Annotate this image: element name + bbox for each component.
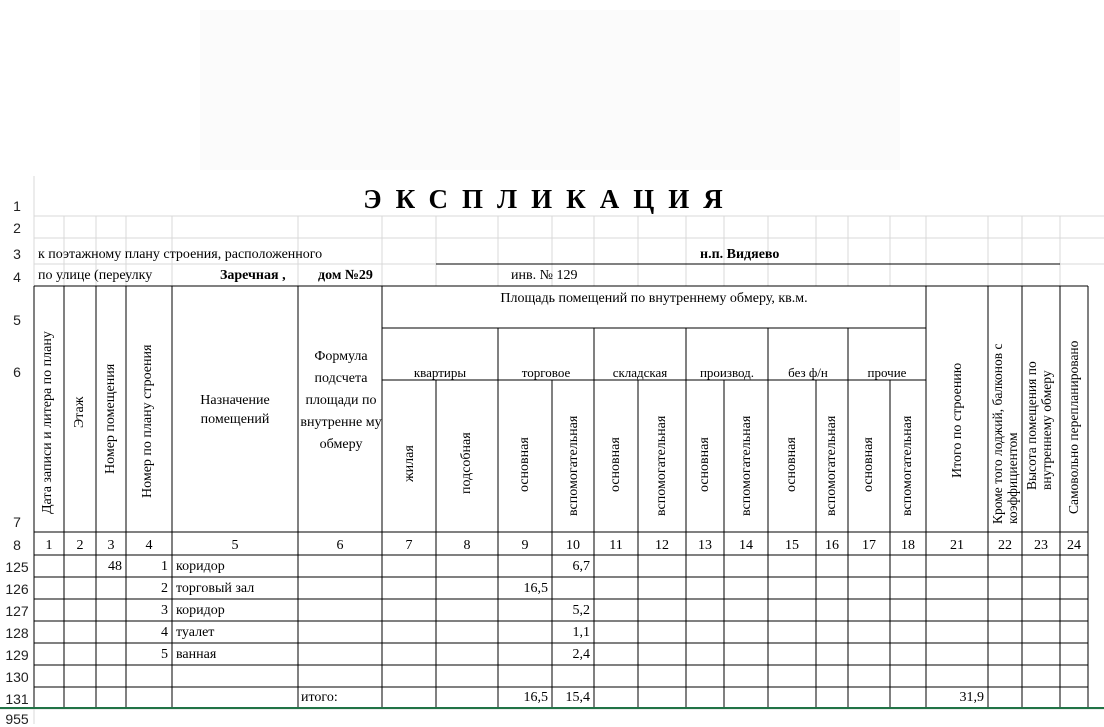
- col-number: 9: [521, 538, 529, 553]
- row-number[interactable]: 2: [13, 220, 21, 236]
- col-number: 14: [739, 538, 753, 553]
- house-number: дом №29: [318, 268, 373, 283]
- sub-header: основная: [861, 437, 876, 492]
- street: Заречная ,: [220, 268, 286, 283]
- col-number: 2: [76, 538, 84, 553]
- header-line1: к поэтажному плану строения, расположенного: [38, 247, 323, 262]
- row-number[interactable]: 130: [5, 669, 29, 685]
- sub-header: вспомогательная: [566, 415, 581, 516]
- col-number: 7: [405, 538, 413, 553]
- col-number: 6: [336, 538, 344, 553]
- row-number[interactable]: 1: [13, 198, 21, 214]
- sub-header: вспомогательная: [824, 415, 839, 516]
- group-no-function: без ф/н: [788, 365, 828, 380]
- col-number: 4: [145, 538, 153, 553]
- trade-aux-area[interactable]: 1,1: [572, 625, 590, 640]
- room-purpose[interactable]: туалет: [176, 625, 215, 640]
- document-title: ЭКСПЛИКАЦИЯ: [363, 184, 737, 214]
- row-number[interactable]: 127: [5, 603, 29, 619]
- row-number[interactable]: 7: [13, 514, 21, 530]
- col-header-illegal: Самовольно перепланировано: [1066, 340, 1081, 514]
- group-trade: торговое: [521, 365, 571, 380]
- col-number: 17: [862, 538, 876, 553]
- row-number[interactable]: 129: [5, 647, 29, 663]
- col-number: 23: [1034, 538, 1048, 553]
- col-number: 18: [901, 538, 915, 553]
- group-apartments: квартиры: [413, 365, 467, 380]
- col-header-total: Итого по строению: [950, 362, 965, 478]
- sub-header: вспомогательная: [739, 415, 754, 516]
- row-number[interactable]: 8: [13, 537, 21, 553]
- col-header-formula: Формула подсчета площади по внутренне му обмеру: [300, 349, 382, 452]
- col-number: 11: [609, 538, 623, 553]
- row-number[interactable]: 3: [13, 246, 21, 262]
- group-other: прочие: [867, 365, 907, 380]
- plan-number[interactable]: 1: [161, 559, 168, 574]
- sub-header: основная: [784, 437, 799, 492]
- total-label[interactable]: итого:: [301, 690, 338, 705]
- plan-number[interactable]: 2: [161, 581, 168, 596]
- row-number[interactable]: 131: [5, 691, 29, 707]
- col-number: 24: [1067, 538, 1081, 553]
- sub-header: жилая: [402, 445, 417, 482]
- plan-number[interactable]: 5: [161, 647, 168, 662]
- group-storage: складская: [612, 365, 668, 380]
- col-number: 5: [231, 538, 239, 553]
- col-header-height-clip: [1024, 290, 1060, 530]
- total-trade-main[interactable]: 16,5: [523, 690, 548, 705]
- row-number[interactable]: 4: [13, 269, 21, 285]
- col-number: 10: [566, 538, 580, 553]
- col-number: 22: [998, 538, 1012, 553]
- row-number[interactable]: 955: [5, 711, 29, 727]
- col-header-height: Высота помещения по внутреннему обмеру: [1024, 361, 1054, 490]
- row-number[interactable]: 125: [5, 559, 29, 575]
- sub-header: подсобная: [459, 432, 474, 494]
- room-purpose[interactable]: торговый зал: [176, 581, 255, 596]
- col-number: 15: [785, 538, 799, 553]
- col-header-area: Площадь помещений по внутреннему обмеру, кв.м.: [500, 291, 808, 306]
- group-production: производ.: [699, 365, 755, 380]
- col-number: 21: [950, 538, 964, 553]
- col-header-purpose: Назначение помещений: [200, 393, 270, 427]
- inventory-number: инв. № 129: [511, 268, 578, 283]
- sub-header: основная: [517, 437, 532, 492]
- col-number: 13: [698, 538, 712, 553]
- row-number[interactable]: 5: [13, 312, 21, 328]
- col-number: 12: [655, 538, 669, 553]
- row-number[interactable]: 6: [13, 364, 21, 380]
- col-header-balcony: Кроме того лоджий, балконов с коэффициентом: [990, 343, 1020, 524]
- row-number[interactable]: 128: [5, 625, 29, 641]
- room-purpose[interactable]: коридор: [176, 603, 225, 618]
- plan-number[interactable]: 4: [161, 625, 168, 640]
- header-line2: по улице (переулку: [38, 269, 153, 283]
- col-header-floor: Этаж: [72, 396, 87, 428]
- sub-header: основная: [608, 437, 623, 492]
- col-header-date: Дата записи и литера по плану: [40, 331, 55, 514]
- room-purpose[interactable]: ванная: [176, 647, 217, 662]
- sub-header: основная: [697, 437, 712, 492]
- trade-aux-area[interactable]: 5,2: [572, 603, 590, 618]
- sub-header: вспомогательная: [654, 415, 669, 516]
- col-header-balcony-clip: [990, 290, 1022, 530]
- col-number: 3: [107, 538, 115, 553]
- col-header-plan-no: Номер по плану строения: [140, 344, 155, 498]
- col-number: 8: [463, 538, 471, 553]
- total-trade-aux[interactable]: 15,4: [565, 690, 590, 705]
- total-building[interactable]: 31,9: [959, 690, 984, 705]
- col-number: 1: [45, 538, 53, 553]
- trade-aux-area[interactable]: 2,4: [572, 647, 590, 662]
- trade-aux-area[interactable]: 6,7: [572, 559, 590, 574]
- room-purpose[interactable]: коридор: [176, 559, 225, 574]
- row-number[interactable]: 126: [5, 581, 29, 597]
- sub-header: вспомогательная: [900, 415, 915, 516]
- plan-number[interactable]: 3: [161, 603, 168, 618]
- col-header-room-no: Номер помещения: [103, 363, 118, 474]
- room-number[interactable]: 48: [108, 559, 122, 574]
- col-number: 16: [825, 538, 839, 553]
- locality: н.п. Видяево: [700, 247, 780, 262]
- trade-main-area[interactable]: 16,5: [523, 581, 548, 596]
